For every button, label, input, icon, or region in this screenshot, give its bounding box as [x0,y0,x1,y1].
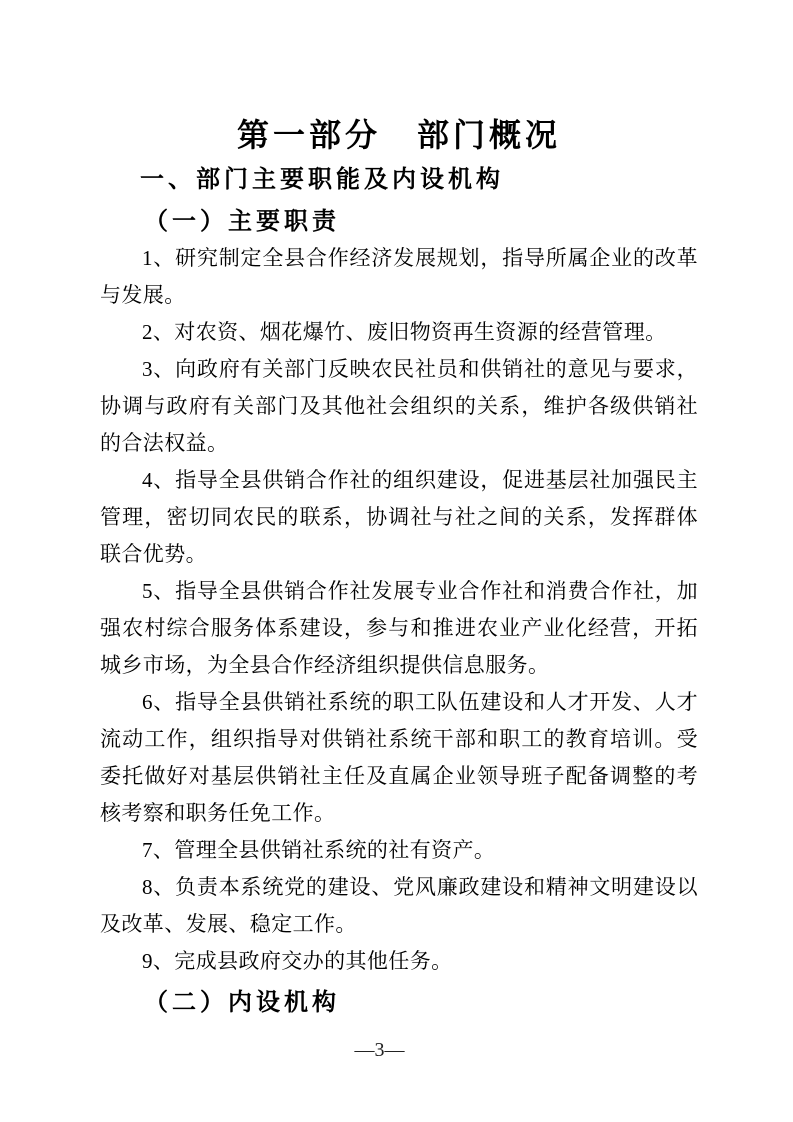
duty-paragraph: 5、指导全县供销合作社发展专业合作社和消费合作社，加强农村综合服务体系建设，参与和推进农业产业化经营，开拓城乡市场，为全县合作经济组织提供信息服务。 [100,579,698,677]
duties-list [100,240,698,980]
duty-paragraph: 7、管理全县供销社系统的社有资产。 [142,838,496,862]
duty-paragraph: 8、负责本系统党的建设、党风廉政建设和精神文明建设以及改革、发展、稳定工作。 [100,875,698,936]
duty-paragraph: 4、指导全县供销合作社的组织建设，促进基层社加强民主管理，密切同农民的联系，协调社与社之间的关系，发挥群体联合优势。 [100,468,698,566]
duty-paragraph: 3、向政府有关部门反映农民社员和供销社的意见与要求，协调与政府有关部门及其他社会组织的关系，维护各级供销社的合法权益。 [100,357,698,455]
page-title: 第一部分 部门概况 [236,117,561,153]
subsection-heading-internal-structure: （二）内设机构 [144,990,340,1016]
subsection-heading-main-duties: （一）主要职责 [144,209,340,235]
document-content [0,118,793,1016]
duty-paragraph: 1、研究制定全县合作经济发展规划，指导所属企业的改革与发展。 [100,246,698,307]
duty-paragraph: 9、完成县政府交办的其他任务。 [142,949,453,973]
duty-paragraph: 2、对农资、烟花爆竹、废旧物资再生资源的经营管理。 [142,320,667,344]
section-heading-main-duties-and-internal-structure: 一、部门主要职能及内设机构 [140,166,504,193]
duty-paragraph: 6、指导全县供销社系统的职工队伍建设和人才开发、人才流动工作，组织指导对供销社系统干部和职工的教育培训。受委托做好对基层供销社主任及直属企业领导班子配备调整的考核考察和职务任免工作。 [100,690,698,825]
page-number: —3— [354,1039,405,1061]
